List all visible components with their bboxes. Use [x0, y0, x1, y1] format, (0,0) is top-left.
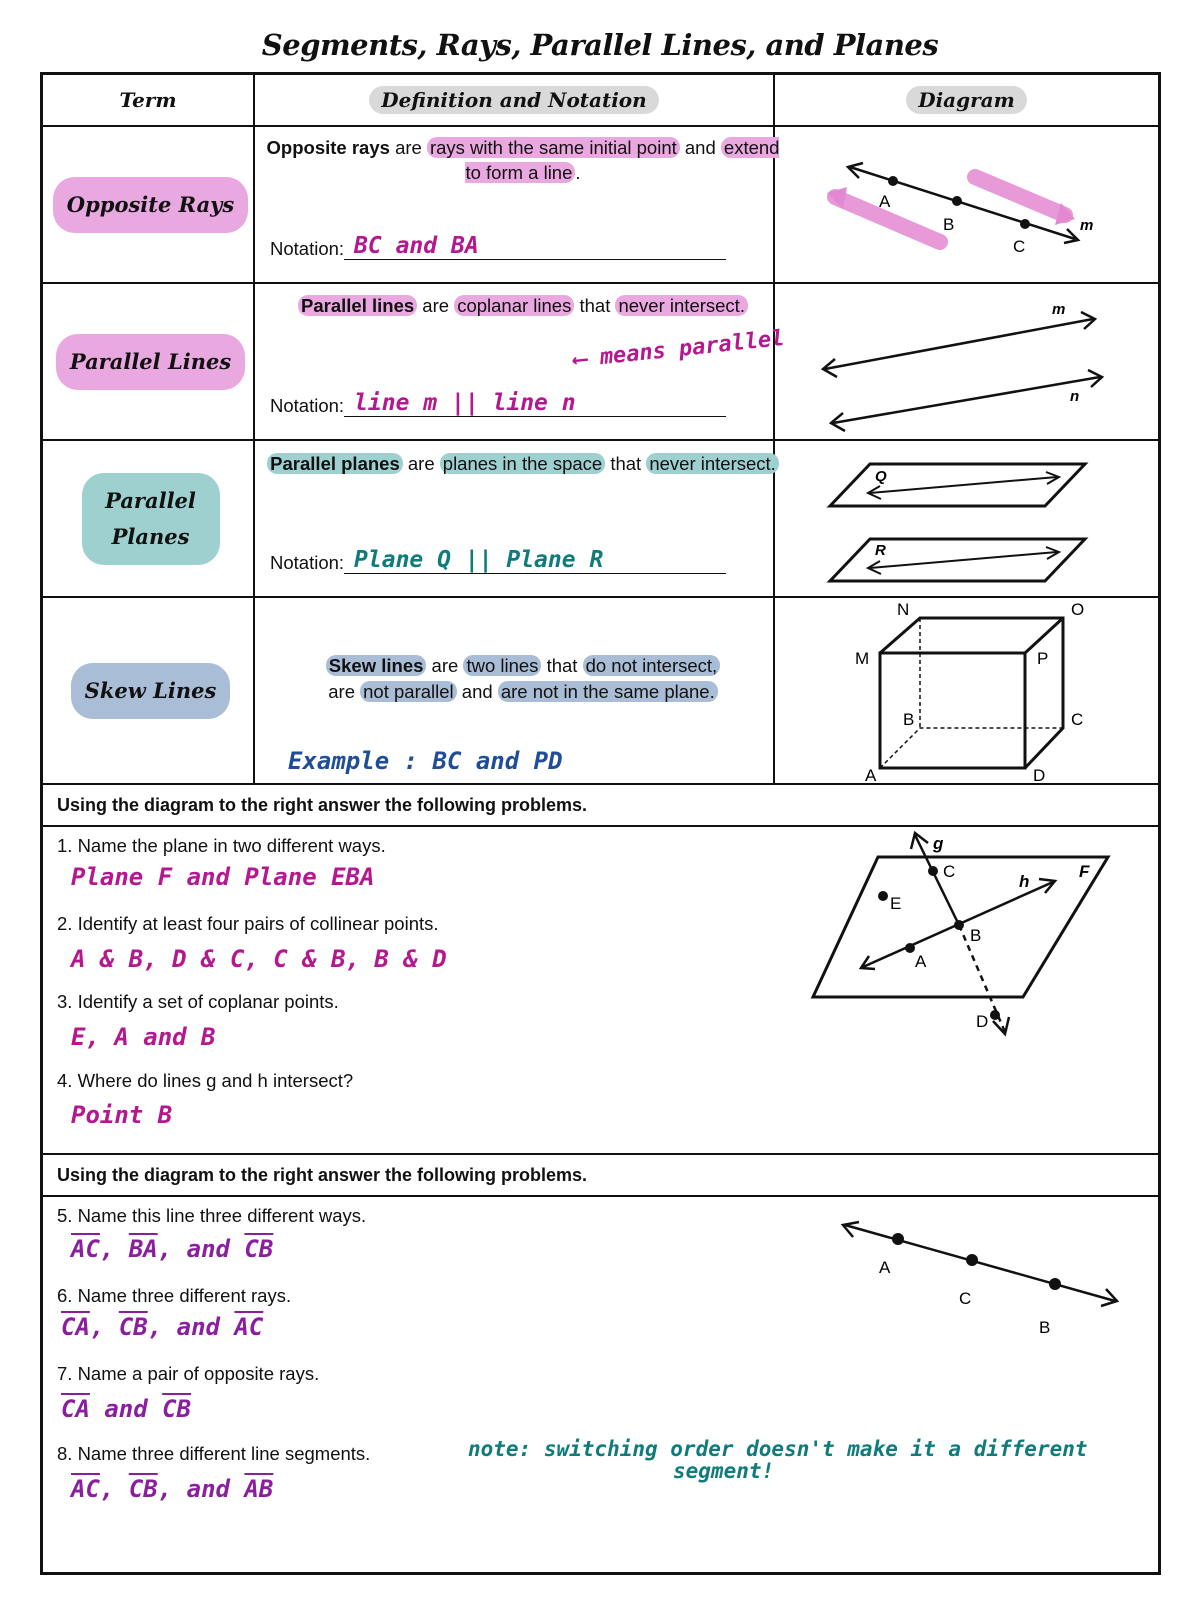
section2-instruction: Using the diagram to the right answer the following problems. — [57, 1165, 588, 1185]
svg-text:C: C — [959, 1289, 972, 1308]
page-title: Segments, Rays, Parallel Lines, and Planes — [261, 28, 939, 62]
svg-text:A: A — [865, 766, 877, 783]
definition-skew-lines: Skew lines are two lines that do not intersect, are not parallel and are not in the same plane. — [263, 653, 783, 705]
notation-parallel-planes: Notation: Plane Q || Plane R — [270, 547, 726, 574]
answer-2: A & B, D & C, C & B, B & D — [71, 945, 447, 973]
definition-parallel-lines: Parallel lines are coplanar lines that never intersect. — [263, 293, 783, 318]
segment-note: note: switching order doesn't make it a different — [468, 1437, 1088, 1461]
opposite-rays-diagram — [775, 127, 1158, 282]
svg-text:C: C — [943, 862, 956, 881]
definition-opposite-rays: Opposite rays are rays with the same initial point and extend to form a line . — [266, 137, 780, 183]
question-1: 1. Name the plane in two different ways. — [57, 835, 386, 856]
line-diagram — [833, 1215, 1133, 1335]
row-divider — [43, 1153, 1158, 1155]
answer-3: E, A and B — [71, 1023, 216, 1051]
question-3: 3. Identify a set of coplanar points. — [57, 991, 339, 1012]
svg-text:M: M — [855, 649, 870, 668]
svg-text:m: m — [1052, 301, 1066, 318]
question-5: 5. Name this line three different ways. — [57, 1205, 367, 1226]
term-parallel-planes: Parallel Planes — [43, 441, 258, 596]
svg-text:B: B — [903, 710, 915, 729]
notation-parallel-lines: Notation: line m || line n — [270, 390, 726, 417]
answer-8: $\overline{AC}$, $\overline{CB}$, and $\overline{AB}$ — [71, 1475, 274, 1503]
section1-instruction: Using the diagram to the right answer the following problems. — [57, 795, 588, 815]
svg-text:h: h — [1019, 872, 1030, 891]
term-skew-lines: Skew Lines — [43, 598, 258, 783]
answer-5: $\overline{AC}$, $\overline{BA}$, and $\overline{CB}$ — [71, 1235, 274, 1263]
segment-note-continued: segment! — [673, 1459, 775, 1483]
answer-1: Plane F and Plane EBA — [71, 863, 375, 891]
question-6: 6. Name three different rays. — [57, 1285, 292, 1306]
svg-text:B: B — [943, 215, 955, 234]
svg-text:P: P — [1037, 649, 1049, 668]
svg-text:g: g — [933, 834, 944, 853]
term-parallel-lines: Parallel Lines — [43, 284, 258, 439]
svg-text:E: E — [890, 894, 902, 913]
question-4: 4. Where do lines g and h intersect? — [57, 1070, 354, 1091]
question-7: 7. Name a pair of opposite rays. — [57, 1363, 320, 1384]
svg-text:B: B — [970, 926, 982, 945]
definition-parallel-planes: Parallel planes are planes in the space that never intersect. — [263, 451, 783, 476]
svg-text:B: B — [1039, 1318, 1051, 1335]
svg-text:Q: Q — [875, 468, 887, 485]
parallel-note: ⟵ means parallel — [572, 325, 786, 374]
parallel-lines-diagram — [775, 284, 1158, 439]
svg-text:C: C — [1013, 237, 1026, 256]
header-term: Term — [119, 88, 177, 112]
question-2: 2. Identify at least four pairs of collinear points. — [57, 913, 439, 934]
svg-text:A: A — [915, 952, 927, 971]
worksheet-table — [40, 72, 1161, 1575]
skew-example: Example : BC and PD — [288, 747, 563, 775]
answer-4: Point B — [71, 1101, 173, 1129]
svg-text:C: C — [1071, 710, 1084, 729]
plane-diagram — [783, 827, 1153, 1052]
svg-text:O: O — [1071, 600, 1085, 619]
answer-7: $\overline{CA}$ and $\overline{CB}$ — [61, 1395, 192, 1423]
svg-text:N: N — [897, 600, 910, 619]
header-diagram: Diagram — [775, 75, 1158, 125]
row-divider — [43, 783, 1158, 785]
row-divider — [43, 1195, 1158, 1197]
svg-text:m: m — [1080, 217, 1094, 234]
term-opposite-rays: Opposite Rays — [43, 127, 258, 282]
svg-text:F: F — [1079, 862, 1090, 881]
svg-text:A: A — [879, 1258, 891, 1277]
skew-lines-diagram — [775, 598, 1158, 783]
answer-6: $\overline{CA}$, $\overline{CB}$, and $\overline{AC}$ — [61, 1313, 264, 1341]
header-definition: Definition and Notation — [255, 75, 773, 125]
svg-text:D: D — [1033, 766, 1046, 783]
svg-text:D: D — [976, 1012, 989, 1031]
parallel-planes-diagram — [775, 441, 1158, 596]
svg-text:R: R — [875, 542, 886, 559]
question-8: 8. Name three different line segments. — [57, 1443, 371, 1464]
notation-opposite-rays: Notation: BC and BA — [270, 233, 726, 260]
svg-text:A: A — [879, 192, 891, 211]
svg-text:n: n — [1070, 388, 1080, 405]
